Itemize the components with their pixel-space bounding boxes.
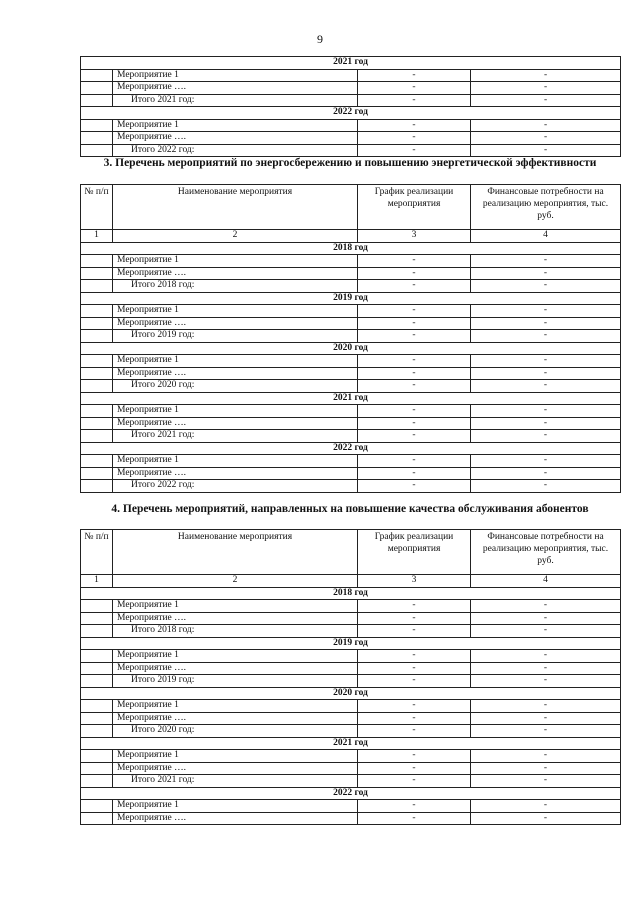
header-row — [81, 185, 621, 230]
table-row — [81, 467, 621, 480]
item-name-cell: Итого 2019 год: — [113, 675, 358, 688]
dash-cell: - — [358, 712, 471, 725]
table-row — [81, 612, 621, 625]
column-number: 1 — [81, 575, 113, 588]
dash-cell: - — [471, 480, 621, 493]
item-name-cell: Мероприятие …. — [113, 82, 358, 95]
item-name-cell: Мероприятие 1 — [113, 305, 358, 318]
year-label: 2020 год — [81, 342, 621, 355]
year-row — [81, 392, 621, 405]
dash-cell: - — [471, 367, 621, 380]
item-name-cell: Мероприятие …. — [113, 267, 358, 280]
year-row — [81, 637, 621, 650]
item-name-cell: Мероприятие 1 — [113, 750, 358, 763]
dash-cell: - — [358, 750, 471, 763]
year-label: 2018 год — [81, 587, 621, 600]
year-row — [81, 57, 621, 70]
year-label: 2021 год — [81, 392, 621, 405]
item-name-cell: Мероприятие …. — [113, 317, 358, 330]
column-number-row — [81, 575, 621, 588]
total-row — [81, 675, 621, 688]
col-name-header: Наименование мероприятия — [113, 185, 358, 230]
total-row — [81, 144, 621, 157]
year-row — [81, 442, 621, 455]
dash-cell: - — [471, 775, 621, 788]
dash-cell: - — [358, 700, 471, 713]
table-row — [81, 255, 621, 268]
total-row — [81, 330, 621, 343]
dash-cell: - — [358, 280, 471, 293]
dash-cell: - — [471, 317, 621, 330]
year-label: 2021 год — [81, 737, 621, 750]
total-row — [81, 430, 621, 443]
dash-cell: - — [471, 255, 621, 268]
dash-cell: - — [358, 762, 471, 775]
item-name-cell: Итого 2022 год: — [113, 144, 358, 157]
dash-cell: - — [471, 305, 621, 318]
header-row — [81, 530, 621, 575]
col-num-header: № п/п — [81, 530, 113, 575]
column-number: 1 — [81, 230, 113, 243]
item-name-cell: Мероприятие 1 — [113, 650, 358, 663]
year-row — [81, 342, 621, 355]
table-row — [81, 762, 621, 775]
dash-cell: - — [358, 625, 471, 638]
item-name-cell: Мероприятие …. — [113, 367, 358, 380]
dash-cell: - — [358, 600, 471, 613]
item-name-cell: Мероприятие …. — [113, 132, 358, 145]
dash-cell: - — [471, 662, 621, 675]
column-number: 2 — [113, 230, 358, 243]
dash-cell: - — [471, 762, 621, 775]
dash-cell: - — [471, 725, 621, 738]
dash-cell: - — [358, 650, 471, 663]
dash-cell: - — [358, 405, 471, 418]
col-schedule-header: График реализации мероприятия — [358, 530, 471, 575]
dash-cell: - — [471, 430, 621, 443]
dash-cell: - — [358, 82, 471, 95]
dash-cell: - — [471, 812, 621, 825]
table-row — [81, 712, 621, 725]
table-row — [81, 119, 621, 132]
dash-cell: - — [358, 380, 471, 393]
dash-cell: - — [471, 94, 621, 107]
dash-cell: - — [471, 330, 621, 343]
dash-cell: - — [358, 367, 471, 380]
dash-cell: - — [358, 267, 471, 280]
dash-cell: - — [358, 430, 471, 443]
dash-cell: - — [358, 467, 471, 480]
table-row — [81, 455, 621, 468]
item-name-cell: Мероприятие …. — [113, 417, 358, 430]
dash-cell: - — [358, 675, 471, 688]
dash-cell: - — [358, 255, 471, 268]
dash-cell: - — [471, 750, 621, 763]
table-row — [81, 367, 621, 380]
year-row — [81, 587, 621, 600]
dash-cell: - — [471, 712, 621, 725]
dash-cell: - — [471, 405, 621, 418]
year-label: 2022 год — [81, 787, 621, 800]
total-row — [81, 775, 621, 788]
dash-cell: - — [358, 662, 471, 675]
section-4-table — [80, 529, 621, 825]
dash-cell: - — [358, 119, 471, 132]
dash-cell: - — [358, 355, 471, 368]
dash-cell: - — [358, 455, 471, 468]
total-row — [81, 725, 621, 738]
item-name-cell: Мероприятие …. — [113, 762, 358, 775]
dash-cell: - — [471, 267, 621, 280]
dash-cell: - — [358, 800, 471, 813]
year-label: 2022 год — [81, 442, 621, 455]
dash-cell: - — [471, 144, 621, 157]
dash-cell: - — [358, 775, 471, 788]
table-row — [81, 355, 621, 368]
column-number-row — [81, 230, 621, 243]
table-row — [81, 132, 621, 145]
dash-cell: - — [358, 94, 471, 107]
dash-cell: - — [471, 650, 621, 663]
item-name-cell: Итого 2020 год: — [113, 725, 358, 738]
column-number: 3 — [358, 230, 471, 243]
item-name-cell: Итого 2021 год: — [113, 775, 358, 788]
dash-cell: - — [358, 317, 471, 330]
total-row — [81, 94, 621, 107]
table-row — [81, 662, 621, 675]
dash-cell: - — [358, 612, 471, 625]
item-name-cell: Мероприятие …. — [113, 467, 358, 480]
section-3-title: 3. Перечень мероприятий по энергосбережению и повышению энергетической эффективности — [103, 157, 597, 169]
table-row — [81, 82, 621, 95]
dash-cell: - — [471, 455, 621, 468]
table-row — [81, 417, 621, 430]
item-name-cell: Итого 2018 год: — [113, 625, 358, 638]
dash-cell: - — [471, 380, 621, 393]
dash-cell: - — [358, 480, 471, 493]
dash-cell: - — [358, 812, 471, 825]
item-name-cell: Итого 2018 год: — [113, 280, 358, 293]
year-row — [81, 787, 621, 800]
dash-cell: - — [358, 330, 471, 343]
item-name-cell: Итого 2021 год: — [113, 430, 358, 443]
item-name-cell: Мероприятие 1 — [113, 255, 358, 268]
dash-cell: - — [471, 625, 621, 638]
item-name-cell: Мероприятие 1 — [113, 69, 358, 82]
section-3-table — [80, 184, 621, 493]
item-name-cell: Мероприятие 1 — [113, 355, 358, 368]
dash-cell: - — [471, 467, 621, 480]
table-row — [81, 650, 621, 663]
dash-cell: - — [358, 132, 471, 145]
dash-cell: - — [358, 725, 471, 738]
dash-cell: - — [358, 144, 471, 157]
col-schedule-header: График реализации мероприятия — [358, 185, 471, 230]
total-row — [81, 480, 621, 493]
total-row — [81, 280, 621, 293]
column-number: 2 — [113, 575, 358, 588]
dash-cell: - — [471, 355, 621, 368]
col-finance-header: Финансовые потребности на реализацию мероприятия, тыс. руб. — [471, 185, 621, 230]
item-name-cell: Мероприятие 1 — [113, 700, 358, 713]
dash-cell: - — [471, 800, 621, 813]
dash-cell: - — [471, 600, 621, 613]
item-name-cell: Мероприятие 1 — [113, 800, 358, 813]
dash-cell: - — [471, 132, 621, 145]
item-name-cell: Мероприятие …. — [113, 612, 358, 625]
year-row — [81, 737, 621, 750]
col-name-header: Наименование мероприятия — [113, 530, 358, 575]
item-name-cell: Мероприятие …. — [113, 712, 358, 725]
table-row — [81, 69, 621, 82]
dash-cell: - — [471, 82, 621, 95]
year-row — [81, 107, 621, 120]
table-row — [81, 812, 621, 825]
col-num-header: № п/п — [81, 185, 113, 230]
table-row — [81, 267, 621, 280]
table-row — [81, 700, 621, 713]
dash-cell: - — [471, 700, 621, 713]
total-row — [81, 380, 621, 393]
dash-cell: - — [358, 305, 471, 318]
dash-cell: - — [471, 119, 621, 132]
dash-cell: - — [471, 675, 621, 688]
dash-cell: - — [358, 417, 471, 430]
dash-cell: - — [471, 612, 621, 625]
year-label: 2019 год — [81, 292, 621, 305]
dash-cell: - — [471, 417, 621, 430]
item-name-cell: Итого 2021 год: — [113, 94, 358, 107]
dash-cell: - — [471, 280, 621, 293]
column-number: 4 — [471, 230, 621, 243]
year-row — [81, 687, 621, 700]
column-number: 4 — [471, 575, 621, 588]
dash-cell: - — [471, 69, 621, 82]
year-row — [81, 242, 621, 255]
table-row — [81, 305, 621, 318]
item-name-cell: Итого 2020 год: — [113, 380, 358, 393]
year-label: 2020 год — [81, 687, 621, 700]
item-name-cell: Мероприятие …. — [113, 662, 358, 675]
item-name-cell: Итого 2019 год: — [113, 330, 358, 343]
year-label: 2022 год — [81, 107, 621, 120]
dash-cell: - — [358, 69, 471, 82]
total-row — [81, 625, 621, 638]
column-number: 3 — [358, 575, 471, 588]
item-name-cell: Мероприятие …. — [113, 812, 358, 825]
table-row — [81, 405, 621, 418]
col-finance-header: Финансовые потребности на реализацию мероприятия, тыс. руб. — [471, 530, 621, 575]
item-name-cell: Итого 2022 год: — [113, 480, 358, 493]
item-name-cell: Мероприятие 1 — [113, 455, 358, 468]
section-4-title: 4. Перечень мероприятий, направленных на повышение качества обслуживания абонентов — [111, 503, 589, 515]
year-label: 2021 год — [81, 57, 621, 70]
table-row — [81, 317, 621, 330]
item-name-cell: Мероприятие 1 — [113, 600, 358, 613]
year-row — [81, 292, 621, 305]
table-row — [81, 800, 621, 813]
item-name-cell: Мероприятие 1 — [113, 119, 358, 132]
top-table — [80, 56, 621, 157]
item-name-cell: Мероприятие 1 — [113, 405, 358, 418]
page-number: 9 — [317, 32, 323, 46]
table-row — [81, 600, 621, 613]
table-row — [81, 750, 621, 763]
year-label: 2018 год — [81, 242, 621, 255]
year-label: 2019 год — [81, 637, 621, 650]
